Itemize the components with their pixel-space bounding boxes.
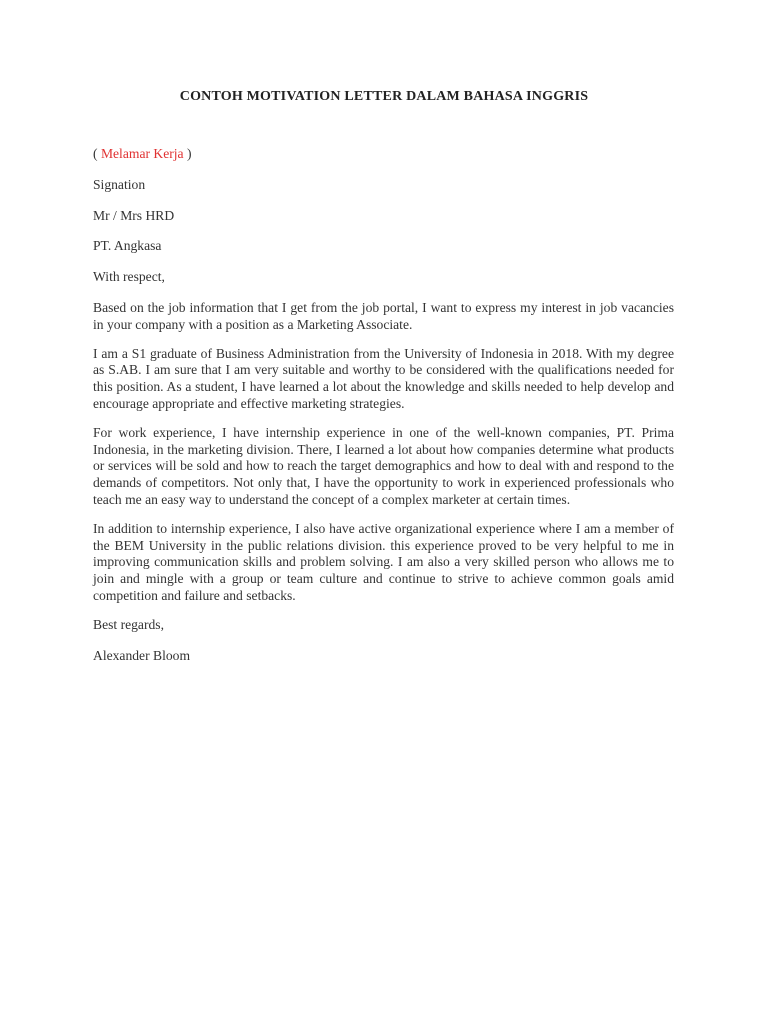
- greeting-line: With respect,: [93, 269, 165, 285]
- paragraph-intro: Based on the job information that I get from the job portal, I want to express my interest in job vacancies in your company with a position as a Marketing Associate.: [93, 299, 674, 332]
- recipient-line: Mr / Mrs HRD: [93, 207, 175, 223]
- category-close-paren: ): [183, 146, 192, 161]
- category-label: Melamar Kerja: [100, 146, 184, 161]
- signature-line: Alexander Bloom: [93, 647, 191, 663]
- category-line: [93, 146, 674, 163]
- letter-body: [93, 146, 674, 678]
- company-line: PT. Angkasa: [93, 238, 162, 254]
- page-title: CONTOH MOTIVATION LETTER DALAM BAHASA INGGRIS: [179, 89, 589, 104]
- closing-line: Best regards,: [93, 616, 164, 632]
- signation-line: Signation: [93, 176, 146, 192]
- paragraph-education: I am a S1 graduate of Business Administration from the University of Indonesia in 2018. With my degree as S.AB. I am sure that I am very suitable and worthy to be considered with the qualifications needed for this position. As a student, I have learned a lot about the knowledge and skills needed to help develop and encourage appropriate and effective marketing strategies.: [93, 345, 674, 411]
- paragraph-work-experience: For work experience, I have internship experience in one of the well-known companies, PT. Prima Indonesia, in the marketing division. There, I learned a lot about how companies determine what products or services will be sold and how to reach the target demographics and how to deal with and respond to the demands of competitors. Not only that, I have the opportunity to work in experienced professionals who teach me an easy way to understand the concept of a complex marketer at certain times.: [93, 424, 674, 507]
- paragraph-organization: In addition to internship experience, I also have active organizational experience where I am a member of the BEM University in the public relations division. this experience proved to be very helpful to me in improving communication skills and problem solving. I am also a very skilled person who allows me to join and mingle with a group or team culture and continue to strive to achieve common goals amid competition and failure and setbacks.: [93, 520, 674, 603]
- category-open-paren: (: [93, 146, 101, 161]
